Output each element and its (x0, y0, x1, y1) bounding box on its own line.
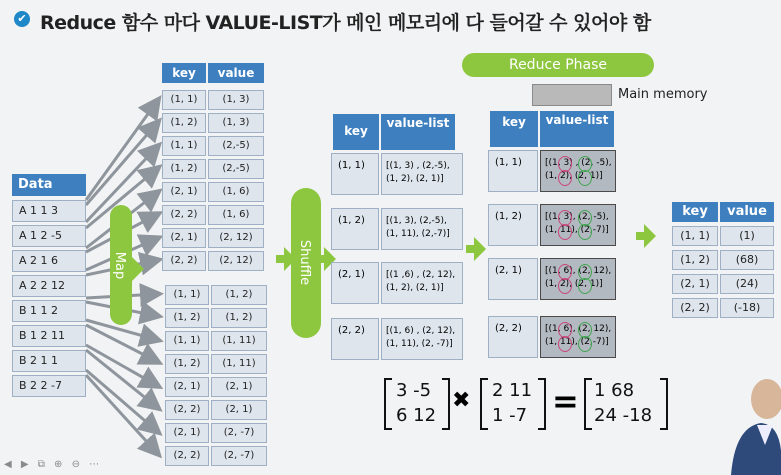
highlight-circle (558, 224, 572, 240)
data-row: B 2 1 1 (12, 350, 86, 372)
map-key-cell: (2, 2) (162, 251, 206, 271)
shuffle-valuelist-cell (381, 318, 463, 360)
map-value-cell: (1, 2) (211, 285, 267, 305)
shuffle-key-cell: (2, 2) (331, 318, 379, 360)
map-key-cell: (2, 1) (165, 423, 209, 443)
valuelist-line: (1, 2), (2, 1)] (545, 171, 603, 181)
shuffle-key-cell: (1, 2) (331, 208, 379, 250)
map-value-cell: (1, 2) (211, 308, 267, 328)
valuelist-line: (1, 11), (2,-7)] (545, 225, 609, 235)
highlight-circle (578, 278, 592, 294)
data-row: A 2 1 6 (12, 250, 86, 272)
data-row: B 1 2 11 (12, 325, 86, 347)
map-key-cell: (2, 1) (162, 228, 206, 248)
map-key-cell: (2, 2) (165, 400, 209, 420)
presenter-image (721, 375, 781, 475)
valuelist-line: [(1, 3) , (2,-5), (386, 161, 450, 171)
valuelist-line: [(1, 6) , (2, 12), (386, 326, 456, 336)
reduce-valuelist-header: value-list (540, 111, 614, 147)
valuelist-line: [(1, 3), (2, -5), (545, 212, 609, 222)
valuelist-line: [(1, 3), (2,-5), (386, 216, 447, 226)
valuelist-line: (1, 11), (2,-7)] (386, 229, 450, 239)
highlight-circle (578, 170, 592, 186)
reduce-key-header: key (490, 111, 538, 147)
main-memory-legend-label: Main memory (618, 87, 708, 102)
matrix-c (584, 378, 652, 428)
map-value-cell: (2, 12) (208, 228, 264, 248)
map-value-cell: (1, 6) (208, 205, 264, 225)
map-key-cell: (1, 1) (162, 90, 206, 110)
reduce-key-cell: (2, 2) (488, 316, 538, 358)
output-value-cell: (24) (720, 274, 774, 294)
map-value-cell: (2, 12) (208, 251, 264, 271)
data-row: A 1 1 3 (12, 200, 86, 222)
shuffle-key-cell: (1, 1) (331, 153, 379, 195)
valuelist-line: (1, 11), (2, -7)] (386, 339, 453, 349)
output-value-cell: (68) (720, 250, 774, 270)
map-key-cell: (2, 1) (162, 182, 206, 202)
matrix-b-row: 1 -7 (492, 405, 528, 426)
map-key-cell: (1, 2) (162, 113, 206, 133)
map-key-cell: (2, 2) (162, 205, 206, 225)
valuelist-line: (1, 2), (2, 1)] (386, 174, 444, 184)
map-value-cell: (1, 3) (208, 113, 264, 133)
output-key-cell: (2, 1) (672, 274, 718, 294)
map-key-cell: (1, 1) (162, 136, 206, 156)
shuffle-key-cell: (2, 1) (331, 262, 379, 304)
map-value-cell: (1, 3) (208, 90, 264, 110)
shuffle-valuelist-cell (381, 208, 463, 250)
map-key-cell: (1, 1) (165, 331, 209, 351)
slide-title: Reduce 함수 마다 VALUE-LIST가 메인 메모리에 다 들어갈 수 있어야 함 (40, 12, 651, 34)
shuffle-label: Shuffle (297, 239, 313, 286)
data-row: B 1 1 2 (12, 300, 86, 322)
matrix-a-row: 3 -5 (396, 380, 432, 401)
reduce-valuelist-cell (540, 150, 616, 192)
matrix-c-row: 1 68 (594, 380, 635, 401)
shuffle-valuelist-header: value-list (381, 114, 455, 150)
map-key-cell: (1, 2) (162, 159, 206, 179)
map-value-cell: (2, 1) (211, 400, 267, 420)
valuelist-line: [(1, 3) , (2, -5), (545, 158, 612, 168)
map-label: Map (112, 251, 128, 280)
map-key-cell: (2, 1) (165, 377, 209, 397)
output-key-cell: (2, 2) (672, 298, 718, 318)
multiply-icon: ✖ (452, 388, 471, 413)
data-row: B 2 2 -7 (12, 375, 86, 397)
map-key-cell: (2, 2) (165, 446, 209, 466)
map-key-cell: (1, 1) (165, 285, 209, 305)
output-value-cell: (1) (720, 226, 774, 246)
valuelist-line: (1, 11), (2,-7)] (545, 337, 609, 347)
output-value-header: value (720, 202, 774, 222)
map-key-header: key (162, 63, 206, 83)
map-value-header: value (208, 63, 264, 83)
slide-nav-icons[interactable]: ◀ ▶ ⧉ ⊕ ⊖ ⋯ (4, 459, 103, 470)
highlight-circle (558, 336, 572, 352)
valuelist-line: (1, 2), (2, 1)] (386, 283, 444, 293)
reduce-key-cell: (2, 1) (488, 258, 538, 300)
map-key-cell: (1, 2) (165, 354, 209, 374)
shuffle-key-header: key (333, 114, 379, 150)
map-key-cell: (1, 2) (165, 308, 209, 328)
reduce-valuelist-cell (540, 258, 616, 300)
highlight-circle (578, 224, 592, 240)
map-value-cell: (2,-5) (208, 136, 264, 156)
data-row: A 1 2 -5 (12, 225, 86, 247)
matrix-a-row: 6 12 (396, 405, 437, 426)
shuffle-valuelist-cell (381, 153, 463, 195)
equals-sign: = (552, 382, 579, 420)
reduce-valuelist-cell (540, 204, 616, 246)
valuelist-line: [(1 ,6) , (2, 12), (386, 270, 456, 280)
highlight-circle (558, 278, 572, 294)
output-key-cell: (1, 2) (672, 250, 718, 270)
check-icon: ✔ (14, 11, 30, 27)
map-value-cell: (2, -7) (211, 446, 267, 466)
map-value-cell: (2, -7) (211, 423, 267, 443)
reduce-valuelist-cell (540, 316, 616, 358)
map-value-cell: (1, 11) (211, 331, 267, 351)
shuffle-valuelist-cell (381, 262, 463, 304)
valuelist-line: [(1, 6), (2, 12), (545, 324, 612, 334)
map-value-cell: (1, 11) (211, 354, 267, 374)
data-header: Data (12, 174, 86, 196)
highlight-circle (578, 336, 592, 352)
map-value-cell: (2, 1) (211, 377, 267, 397)
valuelist-line: (1, 2), (2, 1)] (545, 279, 603, 289)
data-row: A 2 2 12 (12, 275, 86, 297)
output-value-cell: (-18) (720, 298, 774, 318)
reduce-key-cell: (1, 1) (488, 150, 538, 192)
matrix-a (384, 378, 436, 428)
output-key-header: key (672, 202, 718, 222)
reduce-key-cell: (1, 2) (488, 204, 538, 246)
map-value-cell: (2,-5) (208, 159, 264, 179)
highlight-circle (558, 170, 572, 186)
matrix-c-row: 24 -18 (594, 405, 653, 426)
map-value-cell: (1, 6) (208, 182, 264, 202)
valuelist-line: [(1, 6), (2, 12), (545, 266, 612, 276)
matrix-b-row: 2 11 (492, 380, 533, 401)
output-key-cell: (1, 1) (672, 226, 718, 246)
matrix-b (480, 378, 532, 428)
reduce-phase-label: Reduce Phase (462, 53, 654, 77)
